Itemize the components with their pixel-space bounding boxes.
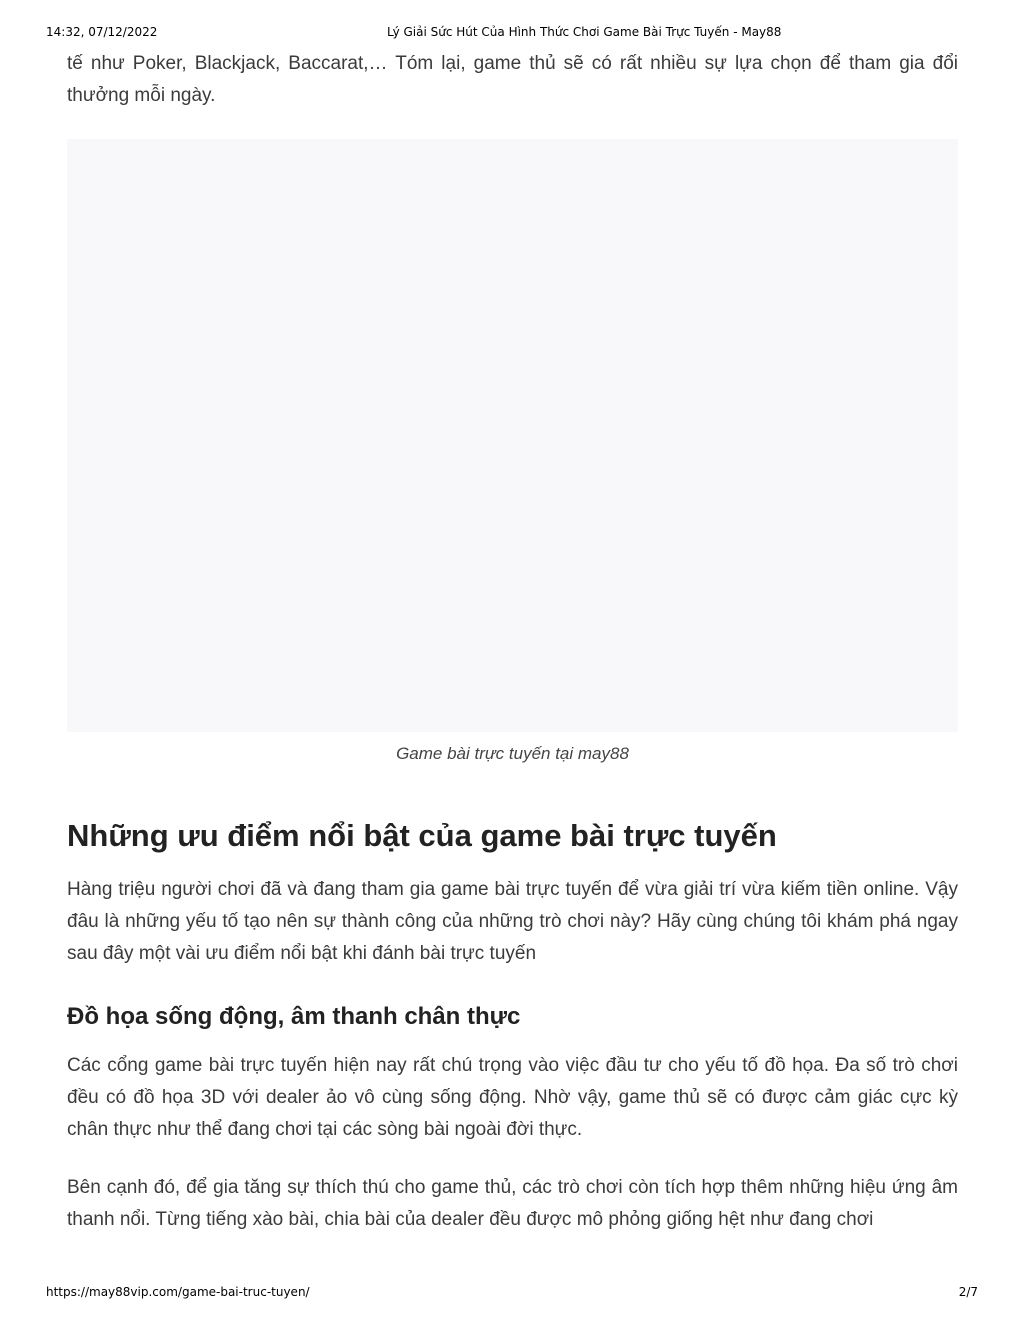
print-page-number: 2/7 — [958, 1285, 978, 1299]
section-heading: Những ưu điểm nổi bật của game bài trực tuyến — [67, 818, 777, 853]
continued-paragraph: tế như Poker, Blackjack, Baccarat,… Tóm lại, game thủ sẽ có rất nhiều sự lựa chọn để tham gia đổi thưởng mỗi ngày. — [67, 53, 958, 106]
print-datetime: 14:32, 07/12/2022 — [46, 25, 158, 39]
print-url: https://may88vip.com/game-bai-truc-tuyen/ — [46, 1285, 310, 1299]
print-page-title: Lý Giải Sức Hút Của Hình Thức Chơi Game Bài Trực Tuyến - May88 — [387, 25, 782, 39]
article-image-placeholder — [67, 139, 958, 732]
subsection-heading: Đồ họa sống động, âm thanh chân thực — [67, 1003, 521, 1030]
graphics-paragraph: Các cổng game bài trực tuyến hiện nay rất chú trọng vào việc đầu tư cho yếu tố đồ họa. Đa số trò chơi đều có đồ họa 3D với dealer ảo vô cùng sống động. Nhờ vậy, game thủ sẽ có được cảm giác cực kỳ chân thực như thể đang chơi tại các sòng bài ngoài đời thực. — [67, 1055, 958, 1140]
section-intro-paragraph: Hàng triệu người chơi đã và đang tham gia game bài trực tuyến để vừa giải trí vừa kiếm tiền online. Vậy đâu là những yếu tố tạo nên sự thành công của những trò chơi này? Hãy cùng chúng tôi khám phá ngay sau đây một vài ưu điểm nổi bật khi đánh bài trực tuyến — [67, 879, 958, 964]
sound-paragraph: Bên cạnh đó, để gia tăng sự thích thú cho game thủ, các trò chơi còn tích hợp thêm những hiệu ứng âm thanh nổi. Từng tiếng xào bài, chia bài của dealer đều được mô phỏng giống hệt như đang chơi — [67, 1177, 958, 1230]
image-caption: Game bài trực tuyến tại may88 — [396, 744, 629, 763]
